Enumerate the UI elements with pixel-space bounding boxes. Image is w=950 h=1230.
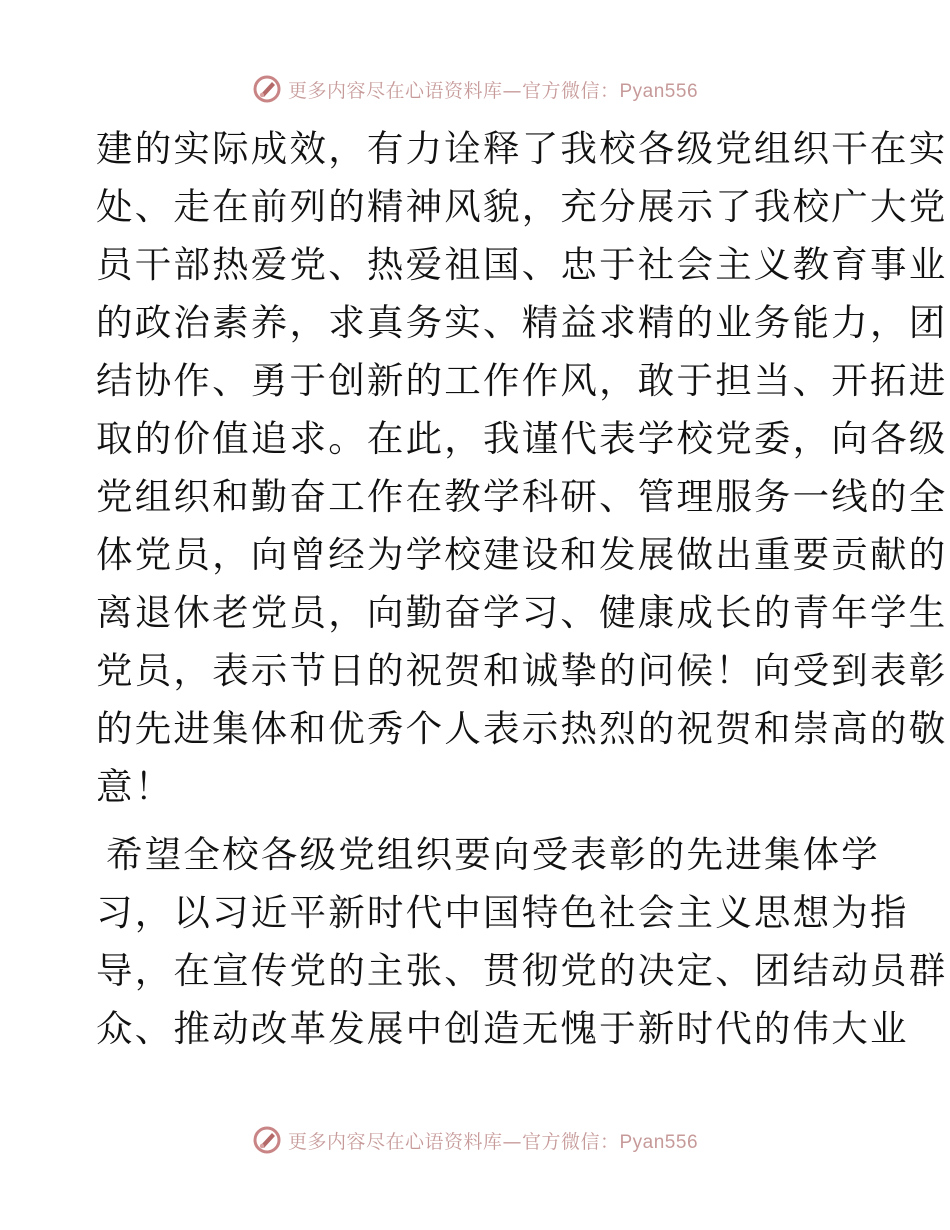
text-line: 处、走在前列的精神风貌，充分展示了我校广大党 [96,185,948,228]
text-line: 建的实际成效，有力诠释了我校各级党组织干在实 [96,127,948,170]
watermark-suffix: 官方微信： [521,79,620,102]
text-line: 意！ [96,765,174,808]
text-line: 的先进集体和优秀个人表示热烈的祝贺和崇高的敬 [96,707,948,750]
logo-icon [252,74,282,104]
watermark-separator: — [502,1130,522,1153]
text-line: 取的价值追求。在此，我谨代表学校党委，向各级 [96,417,948,460]
text-line: 众、推动改革发展中创造无愧于新时代的伟大业 [96,1007,909,1050]
text-line: 习，以习近平新时代中国特色社会主义思想为指 [96,891,909,934]
watermark-separator: — [502,79,522,102]
paragraph [96,120,948,816]
watermark-suffix: 官方微信： [521,1130,620,1153]
watermark-text [288,76,698,103]
watermark-prefix: 更多内容尽在心语资料库 [287,1130,503,1153]
header-watermark [0,72,950,106]
text-line: 员干部热爱党、热爱祖国、忠于社会主义教育事业 [96,243,948,286]
text-line: 党组织和勤奋工作在教学科研、管理服务一线的全 [96,475,948,518]
watermark-text [288,1127,698,1154]
paragraph [96,826,948,1058]
text-line: 导，在宣传党的主张、贯彻党的决定、团结动员群 [96,949,948,992]
text-line: 结协作、勇于创新的工作作风，敢于担当、开拓进 [96,359,948,402]
text-line: 希望全校各级党组织要向受表彰的先进集体学 [106,833,880,876]
text-line: 体党员，向曾经为学校建设和发展做出重要贡献的 [96,533,948,576]
footer-watermark [0,1123,950,1157]
text-line: 的政治素养，求真务实、精益求精的业务能力，团 [96,301,948,344]
logo-icon [252,1125,282,1155]
text-line: 党员，表示节日的祝贺和诚挚的问候！向受到表彰 [96,649,948,692]
watermark-handle: Pyan556 [619,80,699,102]
watermark-prefix: 更多内容尽在心语资料库 [287,79,503,102]
paragraph-spacer [96,816,856,826]
watermark-handle: Pyan556 [619,1131,699,1153]
document-body [96,120,948,1058]
text-line: 离退休老党员，向勤奋学习、健康成长的青年学生 [96,591,948,634]
